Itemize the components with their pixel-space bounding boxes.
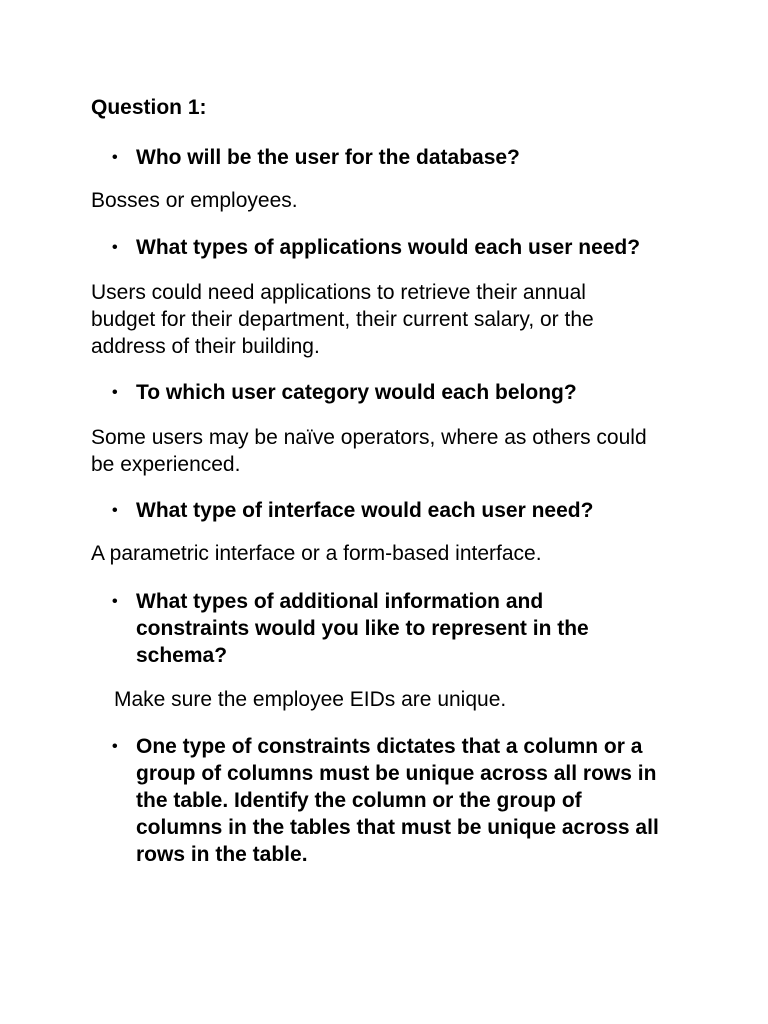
question-4-bullet (112, 497, 712, 524)
question-4-text: What type of interface would each user need? (136, 499, 594, 522)
answer-4-text: A parametric interface or a form-based interface. (91, 542, 542, 565)
question-2-text: What types of applications would each user need? (136, 236, 641, 259)
question-3-text: To which user category would each belong? (136, 381, 577, 404)
answer-2-text: Users could need applications to retrieve their annual budget for their department, their current salary, or the address of their building. (91, 281, 594, 358)
question-2-bullet (112, 234, 712, 261)
question-6-bullet (112, 733, 712, 868)
question-6-text: One type of constraints dictates that a column or a group of columns must be unique across all rows in the table. Identify the column or the group of columns in the tables that must be unique across all rows in the table. (136, 735, 659, 866)
bullet-dot: • (112, 384, 118, 401)
bullet-dot: • (112, 239, 118, 256)
bullet-dot: • (112, 149, 118, 166)
question-5-bullet (112, 588, 712, 669)
bullet-dot: • (112, 738, 118, 755)
question-1-bullet (112, 144, 712, 171)
answer-5-text: Make sure the employee EIDs are unique. (114, 688, 507, 711)
bullet-dot: • (112, 502, 118, 519)
question-heading: Question 1: (91, 96, 207, 119)
question-1-text: Who will be the user for the database? (136, 146, 520, 169)
answer-1-text: Bosses or employees. (91, 189, 298, 212)
bullet-dot: • (112, 593, 118, 610)
question-3-bullet (112, 379, 712, 406)
answer-3-text: Some users may be naïve operators, where as others could be experienced. (91, 426, 647, 476)
question-5-text: What types of additional information and constraints would you like to represent in the schema? (136, 590, 589, 667)
